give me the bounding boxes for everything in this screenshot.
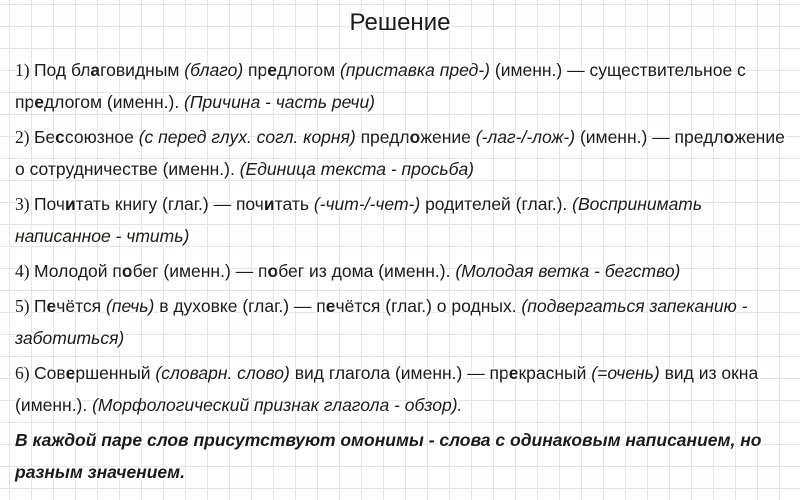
text-segment: е — [46, 296, 57, 316]
text-segment: красный — [518, 363, 592, 383]
text-segment: е — [325, 296, 336, 316]
text-segment: (Молодая ветка - бегство) — [455, 261, 681, 281]
solution-content — [0, 42, 800, 488]
text-segment: чётся (глаг.) о родных. — [335, 296, 522, 316]
text-segment: жение — [420, 127, 476, 147]
text-segment: е — [267, 60, 277, 80]
text-segment: (подвергаться запеканию - заботиться) — [15, 296, 748, 348]
text-segment: (с перед глух. согл. корня) — [138, 127, 356, 147]
solution-item-5 — [15, 290, 786, 354]
text-segment: союзное — [64, 127, 139, 147]
text-segment: вид глагола (именн.) — пр — [289, 363, 509, 383]
solution-page — [0, 4, 800, 500]
text-segment: в духовке (глаг.) — п — [154, 296, 326, 316]
text-segment: тать книгу (глаг.) — поч — [75, 194, 264, 214]
text-segment: и — [65, 194, 76, 214]
text-segment: (=очень) — [591, 363, 660, 383]
solution-item-4 — [15, 255, 786, 287]
text-segment: (приставка пред-) — [339, 60, 490, 80]
text-segment: с — [55, 127, 65, 147]
solution-item-6 — [15, 357, 786, 421]
text-segment: П — [33, 296, 47, 316]
text-segment: говидным — [100, 60, 185, 80]
solution-item-3 — [15, 188, 786, 252]
text-segment: длогом (именн.). — [43, 92, 185, 112]
text-segment: а — [90, 60, 101, 80]
text-segment: (благо) — [184, 60, 244, 80]
text-segment: Молодой п — [33, 261, 122, 281]
text-segment: е — [65, 363, 76, 383]
text-segment: 3) — [15, 194, 34, 214]
text-segment: (именн.) — существительное с пр — [15, 60, 746, 112]
text-segment: Бе — [33, 127, 56, 147]
text-segment: (словарн. слово) — [155, 363, 290, 383]
text-segment: длогом — [277, 60, 340, 80]
text-segment: 5) — [15, 296, 34, 316]
text-segment: родителей (глаг.). — [420, 194, 573, 214]
text-segment: вид из окна (именн.). — [15, 363, 759, 415]
text-segment: о — [409, 127, 421, 147]
text-segment: Под бл — [33, 60, 91, 80]
text-segment: и — [263, 194, 275, 214]
text-segment: о — [121, 261, 133, 281]
text-segment: о — [723, 127, 735, 147]
text-segment: бег (именн.) — п — [132, 261, 268, 281]
text-segment: (-чит-/-чет-) — [313, 194, 421, 214]
text-segment: (печь) — [106, 296, 155, 316]
text-segment: (Причина - часть речи) — [184, 92, 376, 112]
text-segment: чётся — [56, 296, 107, 316]
text-segment: пр — [243, 60, 268, 80]
text-segment: Сов — [33, 363, 66, 383]
text-segment: 6) — [15, 363, 34, 383]
text-segment: 2) — [15, 127, 34, 147]
conclusion — [15, 424, 786, 488]
text-segment: (именн.) — предл — [575, 127, 724, 147]
text-segment: предл — [355, 127, 410, 147]
solution-item-2 — [15, 121, 786, 185]
text-segment: жение о сотрудничестве (именн.). — [15, 127, 785, 179]
text-segment: е — [508, 363, 519, 383]
text-segment: 1) — [15, 60, 34, 80]
text-segment: В каждой паре слов присутствуют омонимы - слова с одинаковым написанием, но разным значением. — [15, 430, 762, 482]
text-segment: бег из дома (именн.). — [278, 261, 456, 281]
text-segment: (-лаг-/-лож-) — [475, 127, 576, 147]
text-segment: (Единица текста - просьба) — [239, 159, 474, 179]
text-segment: е — [34, 92, 44, 112]
text-segment: о — [267, 261, 279, 281]
text-segment: 4) — [15, 261, 34, 281]
solution-item-1 — [15, 54, 786, 118]
text-segment: тать — [274, 194, 314, 214]
page-title: Решение — [349, 9, 451, 36]
text-segment: (Воспринимать написанное - чтить) — [15, 194, 703, 246]
text-segment: (Морфологический признак глагола - обзор). — [92, 395, 463, 415]
text-segment: ршенный — [75, 363, 156, 383]
text-segment: Поч — [33, 194, 65, 214]
